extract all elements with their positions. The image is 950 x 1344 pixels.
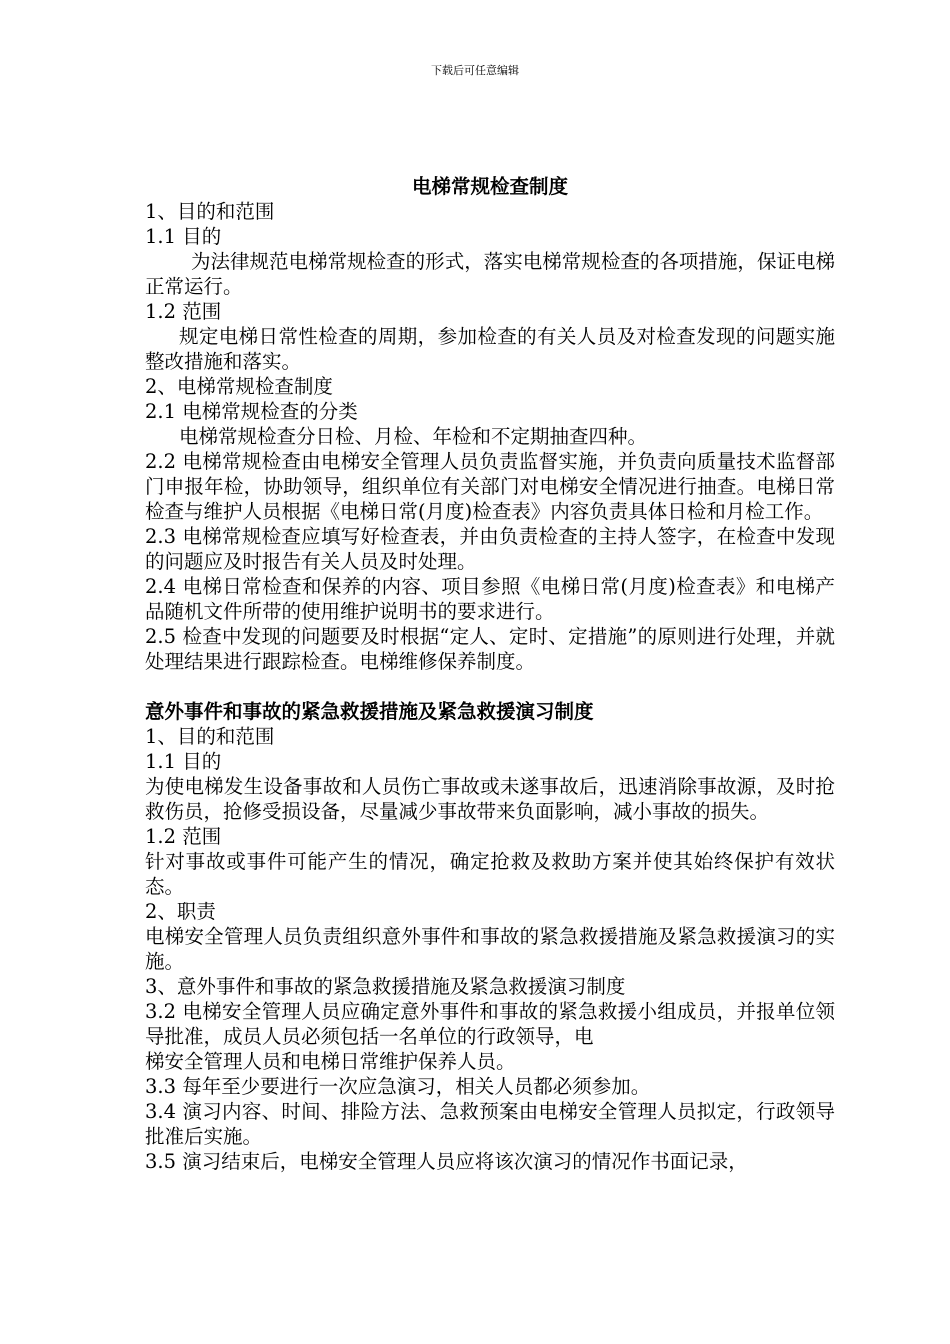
paragraph: 为法律规范电梯常规检查的形式，落实电梯常规检查的各项措施，保证电梯正常运行。 — [145, 250, 835, 298]
paragraph: 1.1 目的 — [145, 750, 222, 773]
paragraph: 2.5 检查中发现的问题要及时根据“定人、定时、定措施”的原则进行处理，并就处理结果进行跟踪检查。电梯维修保养制度。 — [145, 625, 835, 673]
paragraph: 2、职责 — [145, 900, 216, 923]
header-note: 下载后可任意编辑 — [431, 64, 519, 77]
paragraph: 为使电梯发生设备事故和人员伤亡事故或未遂事故后，迅速消除事故源，及时抢救伤员，抢修受损设备，尽量减少事故带来负面影响，减小事故的损失。 — [145, 775, 835, 823]
paragraph: 3.2 电梯安全管理人员应确定意外事件和事故的紧急救援小组成员，并报单位领导批准，成员人员必须包括一名单位的行政领导，电 — [145, 1000, 835, 1048]
paragraph: 1.1 目的 — [145, 225, 222, 248]
paragraph: 电梯安全管理人员负责组织意外事件和事故的紧急救援措施及紧急救援演习的实施。 — [145, 925, 835, 973]
paragraph: 梯安全管理人员和电梯日常维护保养人员。 — [145, 1050, 516, 1073]
paragraph: 2.3 电梯常规检查应填写好检查表，并由负责检查的主持人签字，在检查中发现的问题应及时报告有关人员及时处理。 — [145, 525, 835, 573]
paragraph: 规定电梯日常性检查的周期，参加检查的有关人员及对检查发现的问题实施整改措施和落实。 — [145, 325, 835, 373]
paragraph: 针对事故或事件可能产生的情况，确定抢救及救助方案并使其始终保护有效状态。 — [145, 850, 835, 898]
paragraph: 1.2 范围 — [145, 300, 222, 323]
paragraph: 2、电梯常规检查制度 — [145, 375, 333, 398]
section-elevator-inspection — [145, 199, 835, 674]
page-title: 电梯常规检查制度 — [411, 175, 568, 198]
paragraph: 2.4 电梯日常检查和保养的内容、项目参照《电梯日常(月度)检查表》和电梯产品随机文件所带的使用维护说明书的要求进行。 — [145, 575, 835, 623]
paragraph: 3.3 每年至少要进行一次应急演习，相关人员都必须参加。 — [145, 1075, 651, 1098]
paragraph: 2.2 电梯常规检查由电梯安全管理人员负责监督实施，并负责向质量技术监督部门申报年检，协助领导，组织单位有关部门对电梯安全情况进行抽查。电梯日常检查与维护人员根据《电梯日常(月度)检查表》内容负责具体日检和月检工作。 — [145, 450, 835, 523]
paragraph: 3、意外事件和事故的紧急救援措施及紧急救援演习制度 — [145, 975, 626, 998]
paragraph: 电梯常规检查分日检、月检、年检和不定期抽查四种。 — [179, 425, 648, 448]
paragraph: 2.1 电梯常规检查的分类 — [145, 400, 358, 423]
paragraph: 1、目的和范围 — [145, 200, 275, 223]
paragraph: 3.5 演习结束后，电梯安全管理人员应将该次演习的情况作书面记录， — [145, 1150, 748, 1173]
paragraph: 1、目的和范围 — [145, 725, 275, 748]
document-body — [145, 174, 835, 1174]
paragraph: 1.2 范围 — [145, 825, 222, 848]
paragraph: 3.4 演习内容、时间、排险方法、急救预案由电梯安全管理人员拟定，行政领导批准后实施。 — [145, 1100, 835, 1148]
section-gap — [145, 674, 835, 699]
section-emergency-rescue — [145, 724, 835, 1174]
section-title-emergency: 意外事件和事故的紧急救援措施及紧急救援演习制度 — [145, 700, 594, 723]
